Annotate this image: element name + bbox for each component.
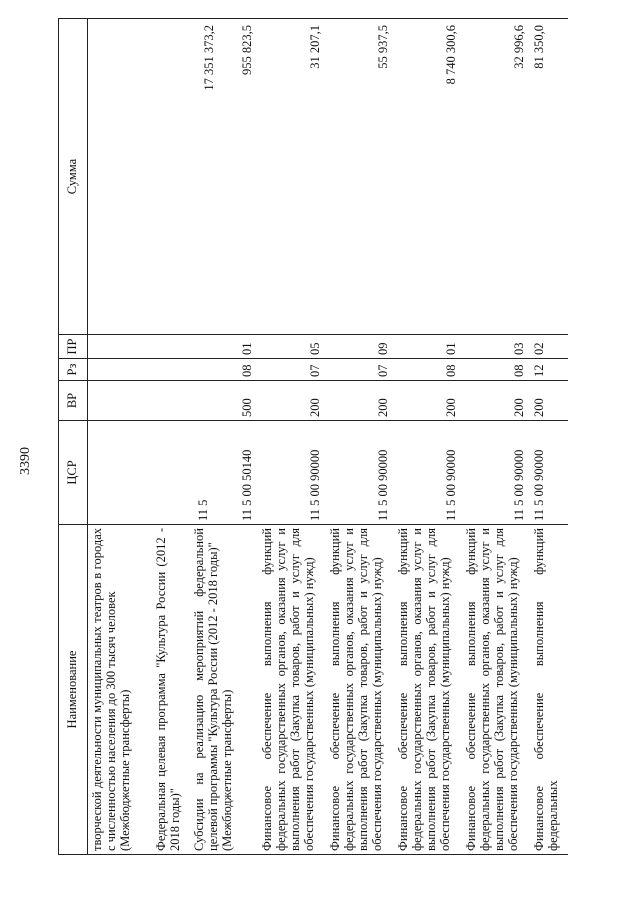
- row-name: [394, 525, 462, 855]
- row-pr: 05: [258, 335, 326, 359]
- row-sum: 17 351 373,2: [152, 19, 190, 335]
- row-name-line: Субсидии на реализацию мероприятий федеральной целевой программы "Культура России (2012 - 2018 годы)": [192, 528, 220, 851]
- row-csr: [88, 421, 153, 525]
- row-rz: 07: [326, 359, 394, 381]
- table-row: [258, 19, 326, 855]
- row-pr: 03: [462, 335, 530, 359]
- row-name-line: Финансовое обеспечение выполнения функций федеральных государственных органов, оказания услуг и выполнения работ (Закупка товаров, работ и услуг для обеспечения государственных (муниципальных) нужд): [328, 528, 384, 851]
- row-sum: 81 350,0: [530, 19, 568, 335]
- row-rz: [152, 359, 190, 381]
- row-vr: 200: [462, 381, 530, 421]
- table-row: [326, 19, 394, 855]
- row-rz: 08: [462, 359, 530, 381]
- row-name-line: Финансовое обеспечение выполнения функций федеральных: [532, 528, 560, 851]
- row-pr: 01: [190, 335, 258, 359]
- header-vr: ВР: [59, 381, 88, 421]
- row-csr: 11 5 00 90000: [530, 421, 568, 525]
- row-sum: 32 996,6: [462, 19, 530, 335]
- row-name: [88, 525, 153, 855]
- row-name-line: творческой деятельности муниципальных театров в городах с численностью населения до 300 тысяч человек: [90, 528, 118, 851]
- table-row: [190, 19, 258, 855]
- header-pr: ПР: [59, 335, 88, 359]
- row-name-line: (Межбюджетные трансферты): [220, 689, 234, 851]
- row-sum: [88, 19, 153, 335]
- row-name-line: Федеральная целевая программа "Культура России (2012 - 2018 годы)": [154, 528, 182, 851]
- row-rz: [88, 359, 153, 381]
- row-sum: 55 937,5: [326, 19, 394, 335]
- row-sum: 31 207,1: [258, 19, 326, 335]
- table-row: [88, 19, 153, 855]
- table-row: [462, 19, 530, 855]
- row-csr: 11 5 00 50140: [190, 421, 258, 525]
- row-name: [530, 525, 568, 855]
- table-row: [152, 19, 190, 855]
- row-vr: 200: [258, 381, 326, 421]
- row-pr: [152, 335, 190, 359]
- header-name: Наименование: [59, 525, 88, 855]
- header-rz: Рз: [59, 359, 88, 381]
- table-row: [530, 19, 568, 855]
- row-name-line: Финансовое обеспечение выполнения функций федеральных государственных органов, оказания услуг и выполнения работ (Закупка товаров, работ и услуг для обеспечения государственных (муниципальных) нужд): [464, 528, 520, 851]
- row-csr: 11 5 00 90000: [326, 421, 394, 525]
- header-csr: ЦСР: [59, 421, 88, 525]
- row-name: [152, 525, 190, 855]
- row-name-line: Финансовое обеспечение выполнения функций федеральных государственных органов, оказания услуг и выполнения работ (Закупка товаров, работ и услуг для обеспечения государственных (муниципальных) нужд): [260, 528, 316, 851]
- row-pr: 01: [394, 335, 462, 359]
- row-csr: 11 5 00 90000: [258, 421, 326, 525]
- table-header-row: [59, 19, 88, 855]
- row-vr: 500: [190, 381, 258, 421]
- budget-table: [58, 18, 568, 855]
- row-csr: 11 5 00 90000: [394, 421, 462, 525]
- page-number: 3390: [18, 447, 33, 475]
- row-rz: 08: [394, 359, 462, 381]
- row-name: [190, 525, 258, 855]
- row-name-line: Финансовое обеспечение выполнения функций федеральных государственных органов, оказания услуг и выполнения работ (Закупка товаров, работ и услуг для обеспечения государственных (муниципальных) нужд): [396, 528, 452, 851]
- row-pr: 02: [530, 335, 568, 359]
- row-vr: [88, 381, 153, 421]
- row-sum: 955 823,5: [190, 19, 258, 335]
- row-name: [462, 525, 530, 855]
- table-row: [394, 19, 462, 855]
- row-vr: 200: [394, 381, 462, 421]
- row-pr: 09: [326, 335, 394, 359]
- row-csr: 11 5: [152, 421, 190, 525]
- row-rz: 08: [190, 359, 258, 381]
- row-sum: 8 740 300,6: [394, 19, 462, 335]
- row-rz: 07: [258, 359, 326, 381]
- row-vr: 200: [530, 381, 568, 421]
- row-name: [326, 525, 394, 855]
- row-name: [258, 525, 326, 855]
- row-pr: [88, 335, 153, 359]
- row-rz: 12: [530, 359, 568, 381]
- row-name-line: (Межбюджетные трансферты): [118, 689, 132, 851]
- header-sum: Сумма: [59, 19, 88, 335]
- row-vr: [152, 381, 190, 421]
- row-csr: 11 5 00 90000: [462, 421, 530, 525]
- row-vr: 200: [326, 381, 394, 421]
